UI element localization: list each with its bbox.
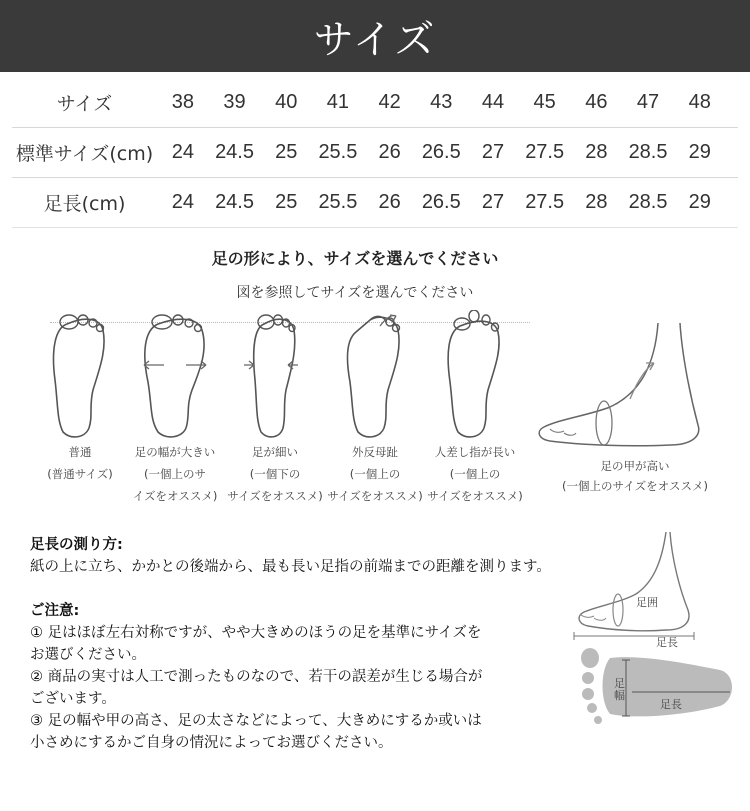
foot-type-label: 外反母趾 xyxy=(352,445,398,459)
foot-type-label: 足の幅が大きい xyxy=(134,445,216,459)
foot-length-cell: 29 xyxy=(688,191,711,213)
foot-length-cell: 25 xyxy=(275,191,298,213)
foot-length-cell: 27.5 xyxy=(525,191,565,213)
standard-size-cell: 28.5 xyxy=(628,141,668,163)
width-label: 足幅 xyxy=(614,677,625,702)
note-line: お選びください。 xyxy=(30,647,146,663)
instep-label: 足の甲が高い xyxy=(600,459,670,473)
foot-length-cell: 26 xyxy=(378,191,401,213)
foot-guide-subtitle: 図を参照してサイズを選んでください xyxy=(236,285,474,301)
size-cell: 41 xyxy=(326,91,350,113)
foot-guide-title: 足の形により、サイズを選んでください xyxy=(211,249,499,268)
long-toe-foot-icon xyxy=(440,310,510,440)
foot-type-normal xyxy=(30,310,130,484)
standard-size-cell: 24.5 xyxy=(215,141,254,163)
length-label-bottom: 足長 xyxy=(660,698,682,711)
foot-length-cell: 27 xyxy=(481,191,505,213)
high-instep-foot-icon xyxy=(530,315,730,455)
foot-type-label: 人差し指が長い xyxy=(434,445,516,459)
foot-length-cell: 25.5 xyxy=(318,191,358,213)
foot-type-note: サイズをオススメ) xyxy=(327,489,423,503)
standard-size-cell: 25.5 xyxy=(318,141,358,163)
standard-size-cell: 24 xyxy=(171,141,194,163)
size-cell: 44 xyxy=(481,91,505,113)
notes-heading: ご注意: xyxy=(30,603,80,619)
size-cell: 47 xyxy=(636,91,660,113)
size-table xyxy=(12,78,738,228)
foot-length-row xyxy=(12,178,738,228)
size-cell: 43 xyxy=(430,91,453,113)
foot-type-note: (一個上の xyxy=(349,467,401,481)
standard-size-cell: 26.5 xyxy=(421,141,461,163)
standard-size-cell: 27.5 xyxy=(525,141,565,163)
foot-length-cell: 28.5 xyxy=(628,191,668,213)
bunion-foot-icon xyxy=(340,310,410,440)
note-line: ございます。 xyxy=(30,691,116,707)
size-row xyxy=(12,78,738,128)
standard-size-cell: 28 xyxy=(585,141,608,163)
measure-body: 紙の上に立ち、かかとの後端から、最も長い足指の前端までの距離を測ります。 xyxy=(30,559,551,575)
size-cell: 42 xyxy=(378,91,401,113)
standard-size-row xyxy=(12,128,738,178)
note-line: 小さめにするかご自身の情況によってお選びください。 xyxy=(30,735,393,751)
foot-type-label: 足が細い xyxy=(252,445,298,459)
foot-type-note: サイズをオススメ) xyxy=(227,489,323,503)
row-label: 足長(cm) xyxy=(43,193,126,215)
size-cell: 48 xyxy=(688,91,711,113)
measure-section xyxy=(30,534,650,578)
foot-type-bunion xyxy=(325,310,425,506)
instep-note: (一個上のサイズをオススメ) xyxy=(562,479,708,493)
high-instep-caption xyxy=(540,456,730,496)
foot-types xyxy=(30,310,550,510)
measure-foot-icon xyxy=(570,530,740,730)
foot-type-note: (一個下の xyxy=(249,467,301,481)
normal-foot-icon xyxy=(45,310,115,440)
length-label-top: 足長 xyxy=(656,636,678,649)
row-label: サイズ xyxy=(56,93,113,115)
row-label: 標準サイズ(cm) xyxy=(15,143,154,165)
note-line: ① 足はほぼ左右対称ですが、やや大きめのほうの足を基準にサイズを xyxy=(30,625,482,641)
measurement-diagram xyxy=(570,530,740,730)
measure-heading: 足長の測り方: xyxy=(30,537,123,553)
foot-length-cell: 26.5 xyxy=(421,191,461,213)
standard-size-cell: 26 xyxy=(378,141,401,163)
foot-type-note: サイズをオススメ) xyxy=(427,489,523,503)
note-line: ③ 足の幅や甲の高さ、足の太さなどによって、大きめにするか或いは xyxy=(30,713,482,729)
foot-type-note: (一個上のサ xyxy=(144,467,206,481)
foot-type-label: 普通 xyxy=(68,445,92,459)
foot-type-note: イズをオススメ) xyxy=(132,489,218,503)
notes-section xyxy=(30,600,570,754)
header-banner xyxy=(0,0,750,72)
foot-length-cell: 28 xyxy=(585,191,608,213)
foot-type-narrow xyxy=(225,310,325,506)
size-cell: 46 xyxy=(585,91,608,113)
size-cell: 39 xyxy=(223,91,246,113)
note-line: ② 商品の実寸は人工で測ったものなので、若干の誤差が生じる場合が xyxy=(30,669,483,685)
foot-length-cell: 24.5 xyxy=(215,191,254,213)
foot-type-wide xyxy=(125,310,225,506)
standard-size-cell: 27 xyxy=(481,141,505,163)
page-title: サイズ xyxy=(313,16,437,63)
girth-label: 足囲 xyxy=(636,596,658,609)
standard-size-cell: 25 xyxy=(275,141,298,163)
size-cell: 40 xyxy=(275,91,298,113)
narrow-foot-icon xyxy=(240,310,310,440)
wide-foot-icon xyxy=(140,310,210,440)
foot-type-note: (一個上の xyxy=(449,467,501,481)
size-cell: 38 xyxy=(171,91,194,113)
standard-size-cell: 29 xyxy=(688,141,711,163)
foot-type-long-second-toe xyxy=(425,310,525,506)
size-cell: 45 xyxy=(533,91,556,113)
foot-type-note: (普通サイズ) xyxy=(47,467,113,481)
foot-length-cell: 24 xyxy=(171,191,194,213)
